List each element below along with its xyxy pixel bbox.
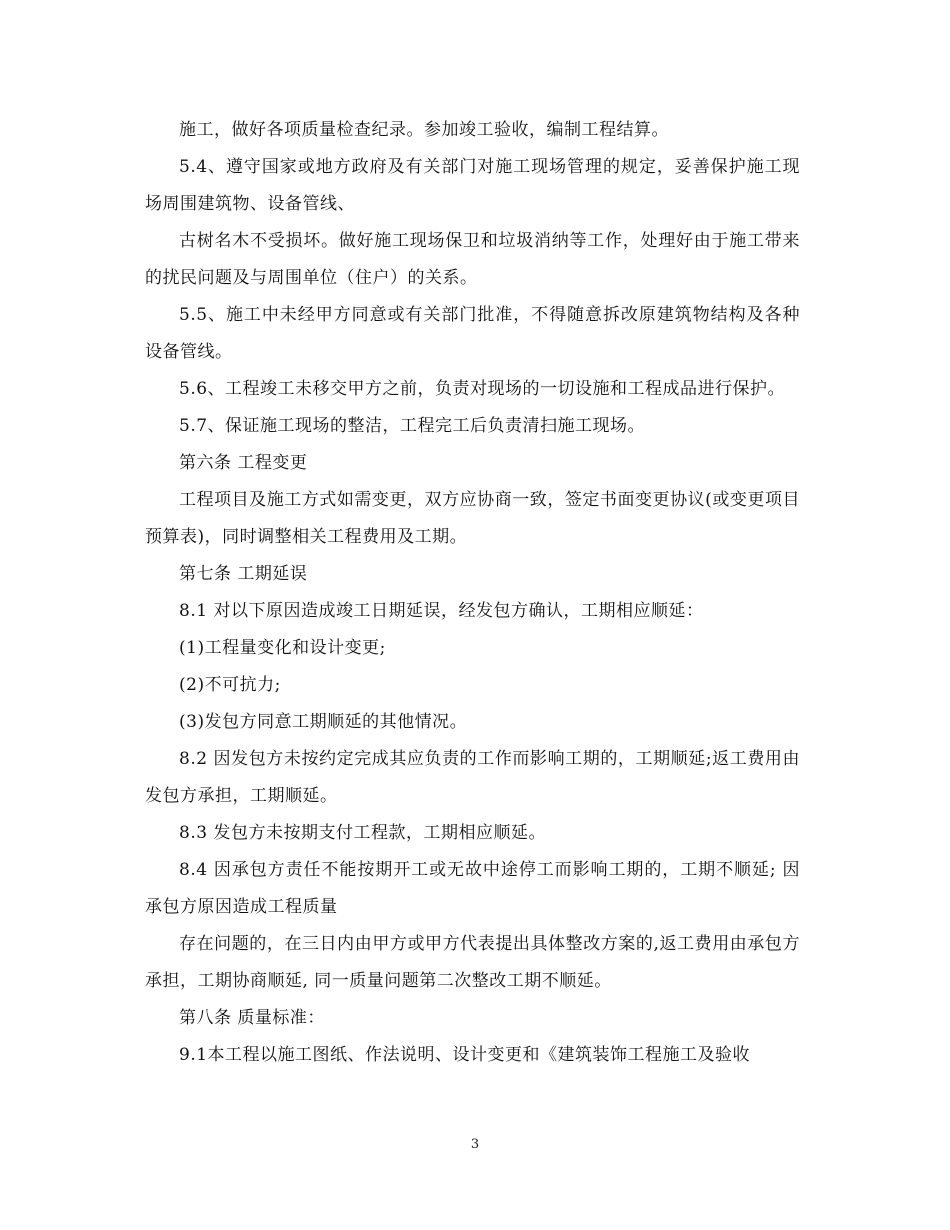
paragraph-4: 5.5、施工中未经甲方同意或有关部门批准，不得随意拆改原建筑物结构及各种设备管线。 bbox=[145, 305, 800, 362]
section-heading-8: 第八条 质量标准： bbox=[179, 1008, 325, 1028]
paragraph-13: 9.1本工程以施工图纸、作法说明、设计变更和《建筑装饰工程施工及验收 bbox=[179, 1045, 751, 1065]
paragraph-3: 古树名木不受损坏。做好施工现场保卫和垃圾消纳等工作，处理好由于施工带来的扰民问题及与周围单位（住户）的关系。 bbox=[145, 231, 800, 288]
paragraph-2: 5.4、遵守国家或地方政府及有关部门对施工现场管理的规定，妥善保护施工现场周围建筑物、设备管线、 bbox=[145, 157, 800, 214]
paragraph-1: 施工，做好各项质量检查纪录。参加竣工验收，编制工程结算。 bbox=[179, 120, 669, 140]
document-body bbox=[145, 112, 800, 1074]
paragraph-6: 5.7、保证施工现场的整洁，工程完工后负责清扫施工现场。 bbox=[179, 416, 646, 436]
paragraph-5: 5.6、工程竣工未移交甲方之前，负责对现场的一切设施和工程成品进行保护。 bbox=[179, 379, 786, 399]
paragraph-12: 存在问题的，在三日内由甲方或甲方代表提出具体整改方案的,返工费用由承包方承担，工期协商顺延, 同一质量问题第二次整改工期不顺延。 bbox=[145, 934, 800, 991]
section-heading-7: 第七条 工期延误 bbox=[179, 564, 308, 584]
paragraph-10: 8.3 发包方未按期支付工程款，工期相应顺延。 bbox=[179, 823, 546, 843]
list-item-2: (2)不可抗力; bbox=[179, 675, 281, 695]
list-item-3: (3)发包方同意工期顺延的其他情况。 bbox=[179, 712, 468, 732]
paragraph-7: 工程项目及施工方式如需变更，双方应协商一致，签定书面变更协议(或变更项目预算表)，同时调整相关工程费用及工期。 bbox=[145, 490, 800, 547]
page-number: 3 bbox=[470, 1137, 480, 1152]
paragraph-9: 8.2 因发包方未按约定完成其应负责的工作而影响工期的，工期顺延;返工费用由发包方承担，工期顺延。 bbox=[145, 749, 800, 806]
paragraph-8: 8.1 对以下原因造成竣工日期延误，经发包方确认，工期相应顺延： bbox=[179, 601, 704, 621]
list-item-1: (1)工程量变化和设计变更; bbox=[179, 638, 386, 658]
paragraph-11: 8.4 因承包方责任不能按期开工或无故中途停工而影响工期的，工期不顺延; 因承包方原因造成工程质量 bbox=[145, 860, 800, 917]
section-heading-6: 第六条 工程变更 bbox=[179, 453, 308, 473]
